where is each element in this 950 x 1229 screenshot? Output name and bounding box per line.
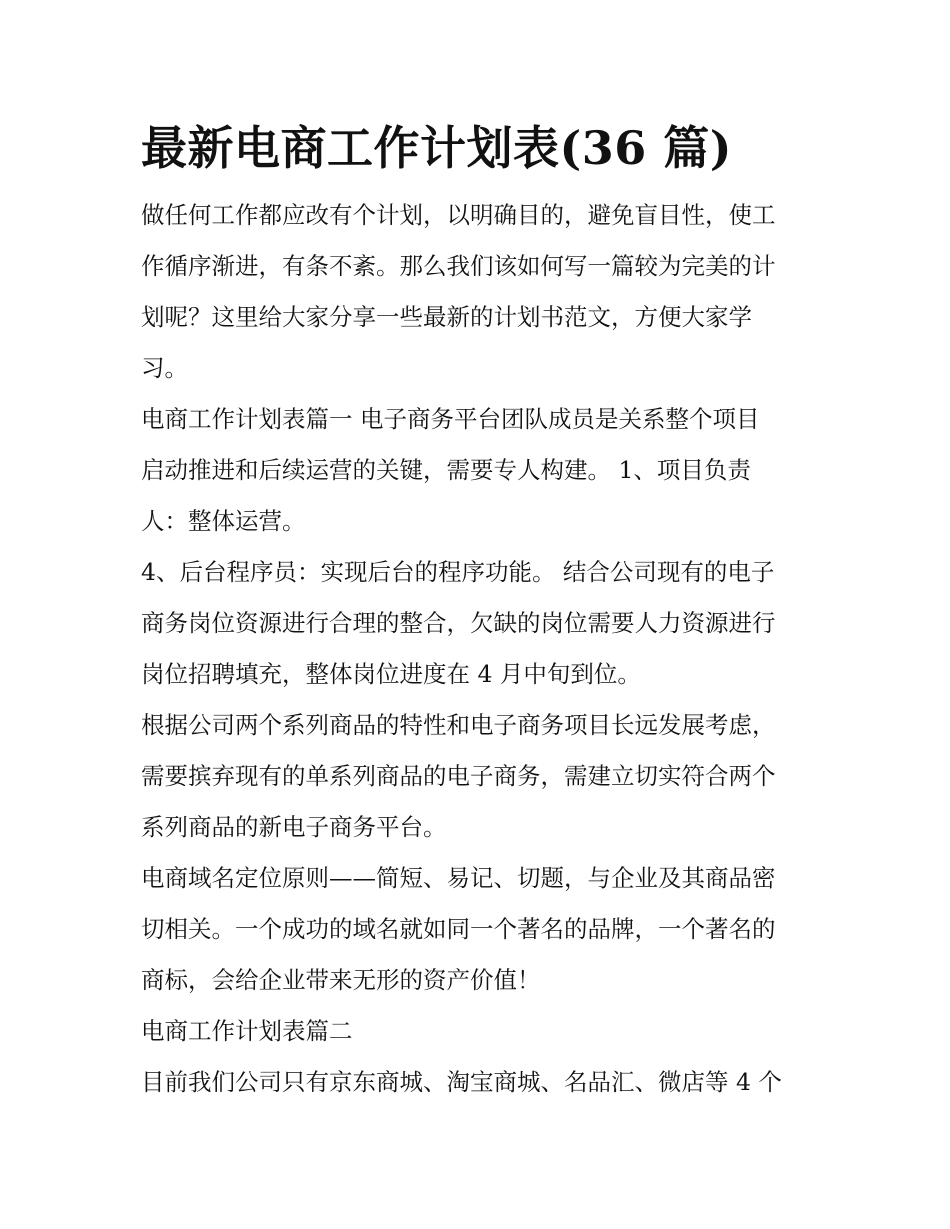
section-heading-two: 电商工作计划表篇二 (141, 1017, 353, 1045)
paragraph-intro: 做任何工作都应改有个计划，以明确目的，避免盲目性，使工 作循序渐进，有条不紊。那么我们该如何写一篇较为完美的计 划呢？这里给大家分享一些最新的计划书范文，方便大家学 习。 (141, 201, 776, 382)
paragraph-domain: 电商域名定位原则——简短、易记、切题，与企业及其商品密 切相关。一个成功的域名就如同一个著名的品牌，一个著名的 商标，会给企业带来无形的资产价值！ (141, 864, 776, 994)
document-title: 最新电商工作计划表(36 篇) (141, 121, 733, 175)
paragraph-platform: 根据公司两个系列商品的特性和电子商务项目长远发展考虑， 需要摈弃现有的单系列商品的电子商务，需建立切实符合两个 系列商品的新电子商务平台。 (141, 711, 776, 841)
paragraph-section-one: 电商工作计划表篇一 电子商务平台团队成员是关系整个项目 启动推进和后续运营的关键，需要专人构建。 1、项目负责 人：整体运营。 (141, 405, 760, 535)
paragraph-section-two: 目前我们公司只有京东商城、淘宝商城、名品汇、微店等 4 个 (141, 1068, 782, 1096)
document-body (141, 112, 813, 1108)
paragraph-backend-programmer: 4、后台程序员：实现后台的程序功能。 结合公司现有的电子 商务岗位资源进行合理的整合，欠缺的岗位需要人力资源进行 岗位招聘填充，整体岗位进度在 4 月中旬到位。 (141, 558, 776, 688)
